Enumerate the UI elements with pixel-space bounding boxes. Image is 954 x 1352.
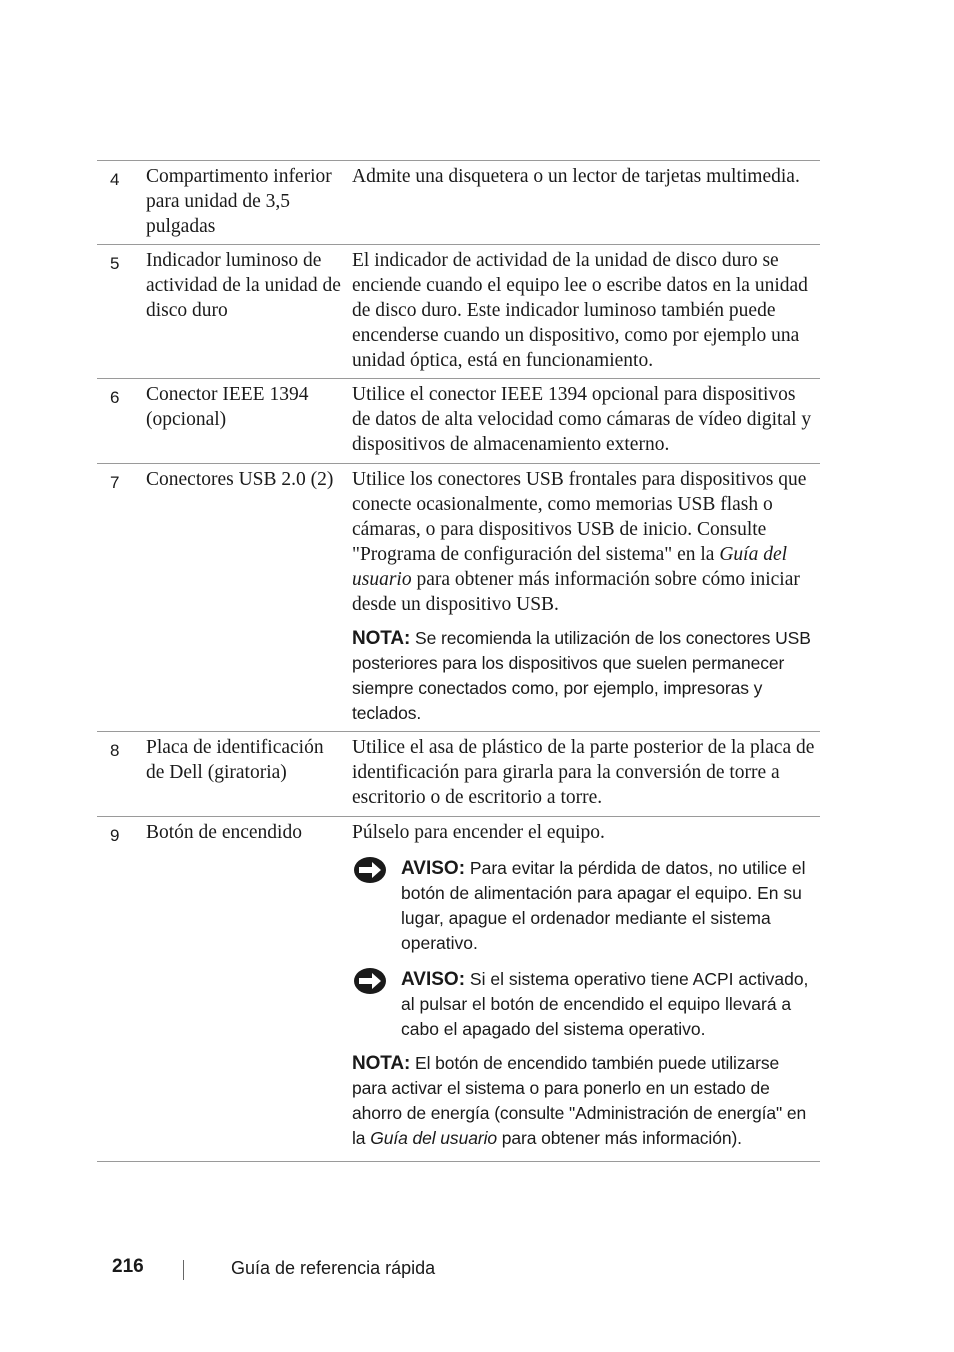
note xyxy=(352,1051,817,1151)
note-text: El botón de encendido también puede utilizarse para activar el sistema o para ponerlo en un estado de ahorro de energía (consulte "Administración de energía" en la xyxy=(352,1053,807,1148)
component-name: Conectores USB 2.0 (2) xyxy=(146,469,334,490)
table-row xyxy=(97,379,820,464)
notice-block xyxy=(352,967,817,1042)
table-row xyxy=(97,817,820,1162)
table-row xyxy=(97,161,820,245)
description-text: Admite una disquetera o un lector de tarjetas multimedia. xyxy=(352,166,800,187)
notice-text: Si el sistema operativo tiene ACPI activado, al pulsar el botón de encendido el equipo llevará a cabo el apagado del sistema operativo. xyxy=(401,969,809,1039)
description-text-part: para obtener más información sobre cómo iniciar desde un dispositivo USB. xyxy=(352,569,800,615)
component-description xyxy=(352,245,817,378)
component-name: Placa de identificación de Dell (giratoria) xyxy=(146,737,324,783)
note-label: NOTA: xyxy=(352,1053,411,1074)
description-text-part: Utilice los conectores USB frontales para dispositivos que conecte ocasionalmente, como memorias USB flash o cámaras, o para dispositivos USB de inicio. Consulte "Programa de configuración del sistema" en la xyxy=(352,469,807,565)
row-number: 7 xyxy=(110,473,120,492)
table-row xyxy=(97,245,820,379)
footer-title: Guía de referencia rápida xyxy=(231,1258,436,1278)
components-table xyxy=(97,160,820,1162)
note-text: para obtener más información). xyxy=(497,1128,742,1148)
notice-text: Para evitar la pérdida de datos, no utilice el botón de alimentación para apagar el equipo. En su lugar, apague el ordenador mediante el sistema operativo. xyxy=(401,858,806,953)
row-number: 6 xyxy=(110,388,120,407)
component-description xyxy=(352,464,817,731)
page-number: 216 xyxy=(112,1256,144,1277)
description-text: Púlselo para encender el equipo. xyxy=(352,822,605,843)
guide-title-italic: Guía del usuario xyxy=(352,544,788,590)
notice-label: AVISO: xyxy=(401,858,466,879)
component-name: Botón de encendido xyxy=(146,822,302,843)
component-name: Indicador luminoso de actividad de la unidad de disco duro xyxy=(146,250,341,321)
description-text: Utilice el asa de plástico de la parte posterior de la placa de identificación para girarla para la conversión de torre a escritorio o de escritorio a torre. xyxy=(352,737,815,808)
component-description xyxy=(352,379,817,462)
description-text xyxy=(352,467,817,617)
note-text: Se recomienda la utilización de los conectores USB posteriores para los dispositivos que suelen permanecer siempre conectados como, por ejemplo, impresoras y teclados. xyxy=(352,628,811,723)
notice-arrow-icon xyxy=(353,967,387,995)
table-row xyxy=(97,464,820,732)
row-number: 8 xyxy=(110,741,120,760)
description-text: Utilice el conector IEEE 1394 opcional para dispositivos de datos de alta velocidad como cámaras de vídeo digital y dispositivos de almacenamiento externo. xyxy=(352,384,812,455)
row-number: 4 xyxy=(110,170,120,189)
row-number: 9 xyxy=(110,826,120,845)
description-text: El indicador de actividad de la unidad de disco duro se enciende cuando el equipo lee o escribe datos en la unidad de disco duro. Este indicador luminoso también puede encenderse cuando un dispositivo, como por ejemplo una unidad óptica, está en funcionamiento. xyxy=(352,250,808,371)
note-label: NOTA: xyxy=(352,628,411,649)
component-description xyxy=(352,732,817,815)
notice-arrow-icon xyxy=(353,856,387,884)
footer-divider xyxy=(183,1260,184,1280)
component-description xyxy=(352,817,817,1156)
notice-block xyxy=(352,856,817,956)
table-row xyxy=(97,732,820,817)
component-name: Compartimento inferior para unidad de 3,5 pulgadas xyxy=(146,166,332,237)
row-number: 5 xyxy=(110,254,120,273)
guide-title-italic: Guía del usuario xyxy=(370,1128,498,1148)
note xyxy=(352,626,817,726)
notice-label: AVISO: xyxy=(401,969,466,990)
component-name: Conector IEEE 1394 (opcional) xyxy=(146,384,309,430)
component-description xyxy=(352,161,817,194)
